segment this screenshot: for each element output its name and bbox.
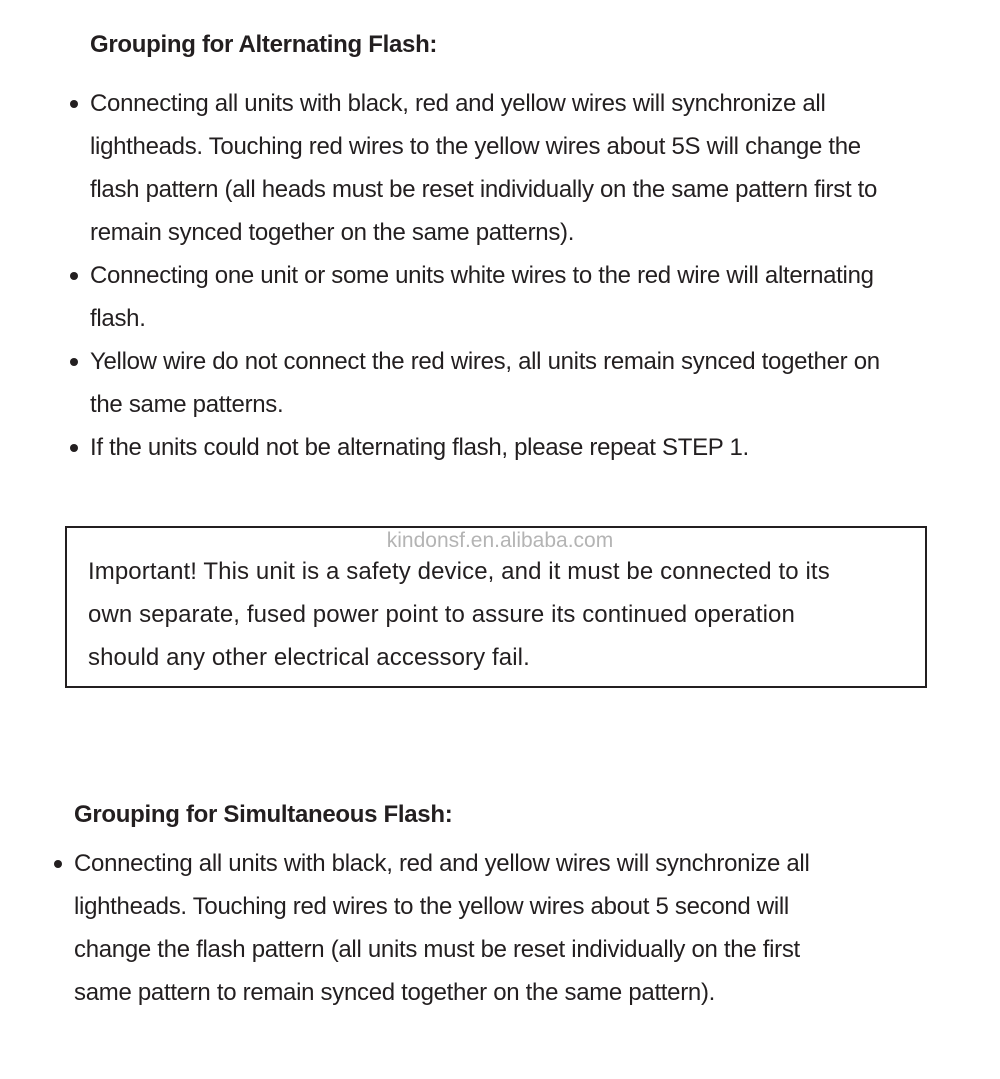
- list-item-line: remain synced together on the same patterns).: [90, 219, 575, 246]
- section-heading-simultaneous-flash: Grouping for Simultaneous Flash:: [74, 801, 453, 828]
- list-item-line: If the units could not be alternating flash, please repeat STEP 1.: [90, 434, 749, 461]
- list-item-line: lightheads. Touching red wires to the yellow wires about 5 second will: [74, 893, 789, 920]
- notice-line: should any other electrical accessory fail.: [88, 644, 530, 671]
- list-item: [90, 426, 980, 469]
- watermark: kindonsf.en.alibaba.com: [386, 529, 614, 552]
- notice-line: own separate, fused power point to assure its continued operation: [88, 601, 795, 628]
- list-item-line: lightheads. Touching red wires to the yellow wires about 5S will change the: [90, 133, 861, 160]
- list-item: [90, 340, 980, 426]
- list-item-line: Connecting all units with black, red and yellow wires will synchronize all: [90, 90, 826, 117]
- list-item-line: same pattern to remain synced together on the same pattern).: [74, 979, 716, 1006]
- list-item: [74, 842, 974, 1014]
- list-item: [90, 82, 980, 254]
- list-item-line: Connecting all units with black, red and yellow wires will synchronize all: [74, 850, 810, 877]
- important-notice-text: [88, 550, 918, 679]
- section-heading-alternating-flash: Grouping for Alternating Flash:: [90, 31, 438, 58]
- list-item-line: Connecting one unit or some units white wires to the red wire will alternating: [90, 262, 874, 289]
- simultaneous-flash-list: [74, 842, 974, 1014]
- list-item-line: the same patterns.: [90, 391, 284, 418]
- notice-line: Important! This unit is a safety device, and it must be connected to its: [88, 558, 830, 585]
- alternating-flash-list: [90, 82, 980, 469]
- list-item-line: change the flash pattern (all units must be reset individually on the first: [74, 936, 800, 963]
- list-item: [90, 254, 980, 340]
- list-item-line: flash.: [90, 305, 146, 332]
- list-item-line: Yellow wire do not connect the red wires, all units remain synced together on: [90, 348, 880, 375]
- list-item-line: flash pattern (all heads must be reset individually on the same pattern first to: [90, 176, 878, 203]
